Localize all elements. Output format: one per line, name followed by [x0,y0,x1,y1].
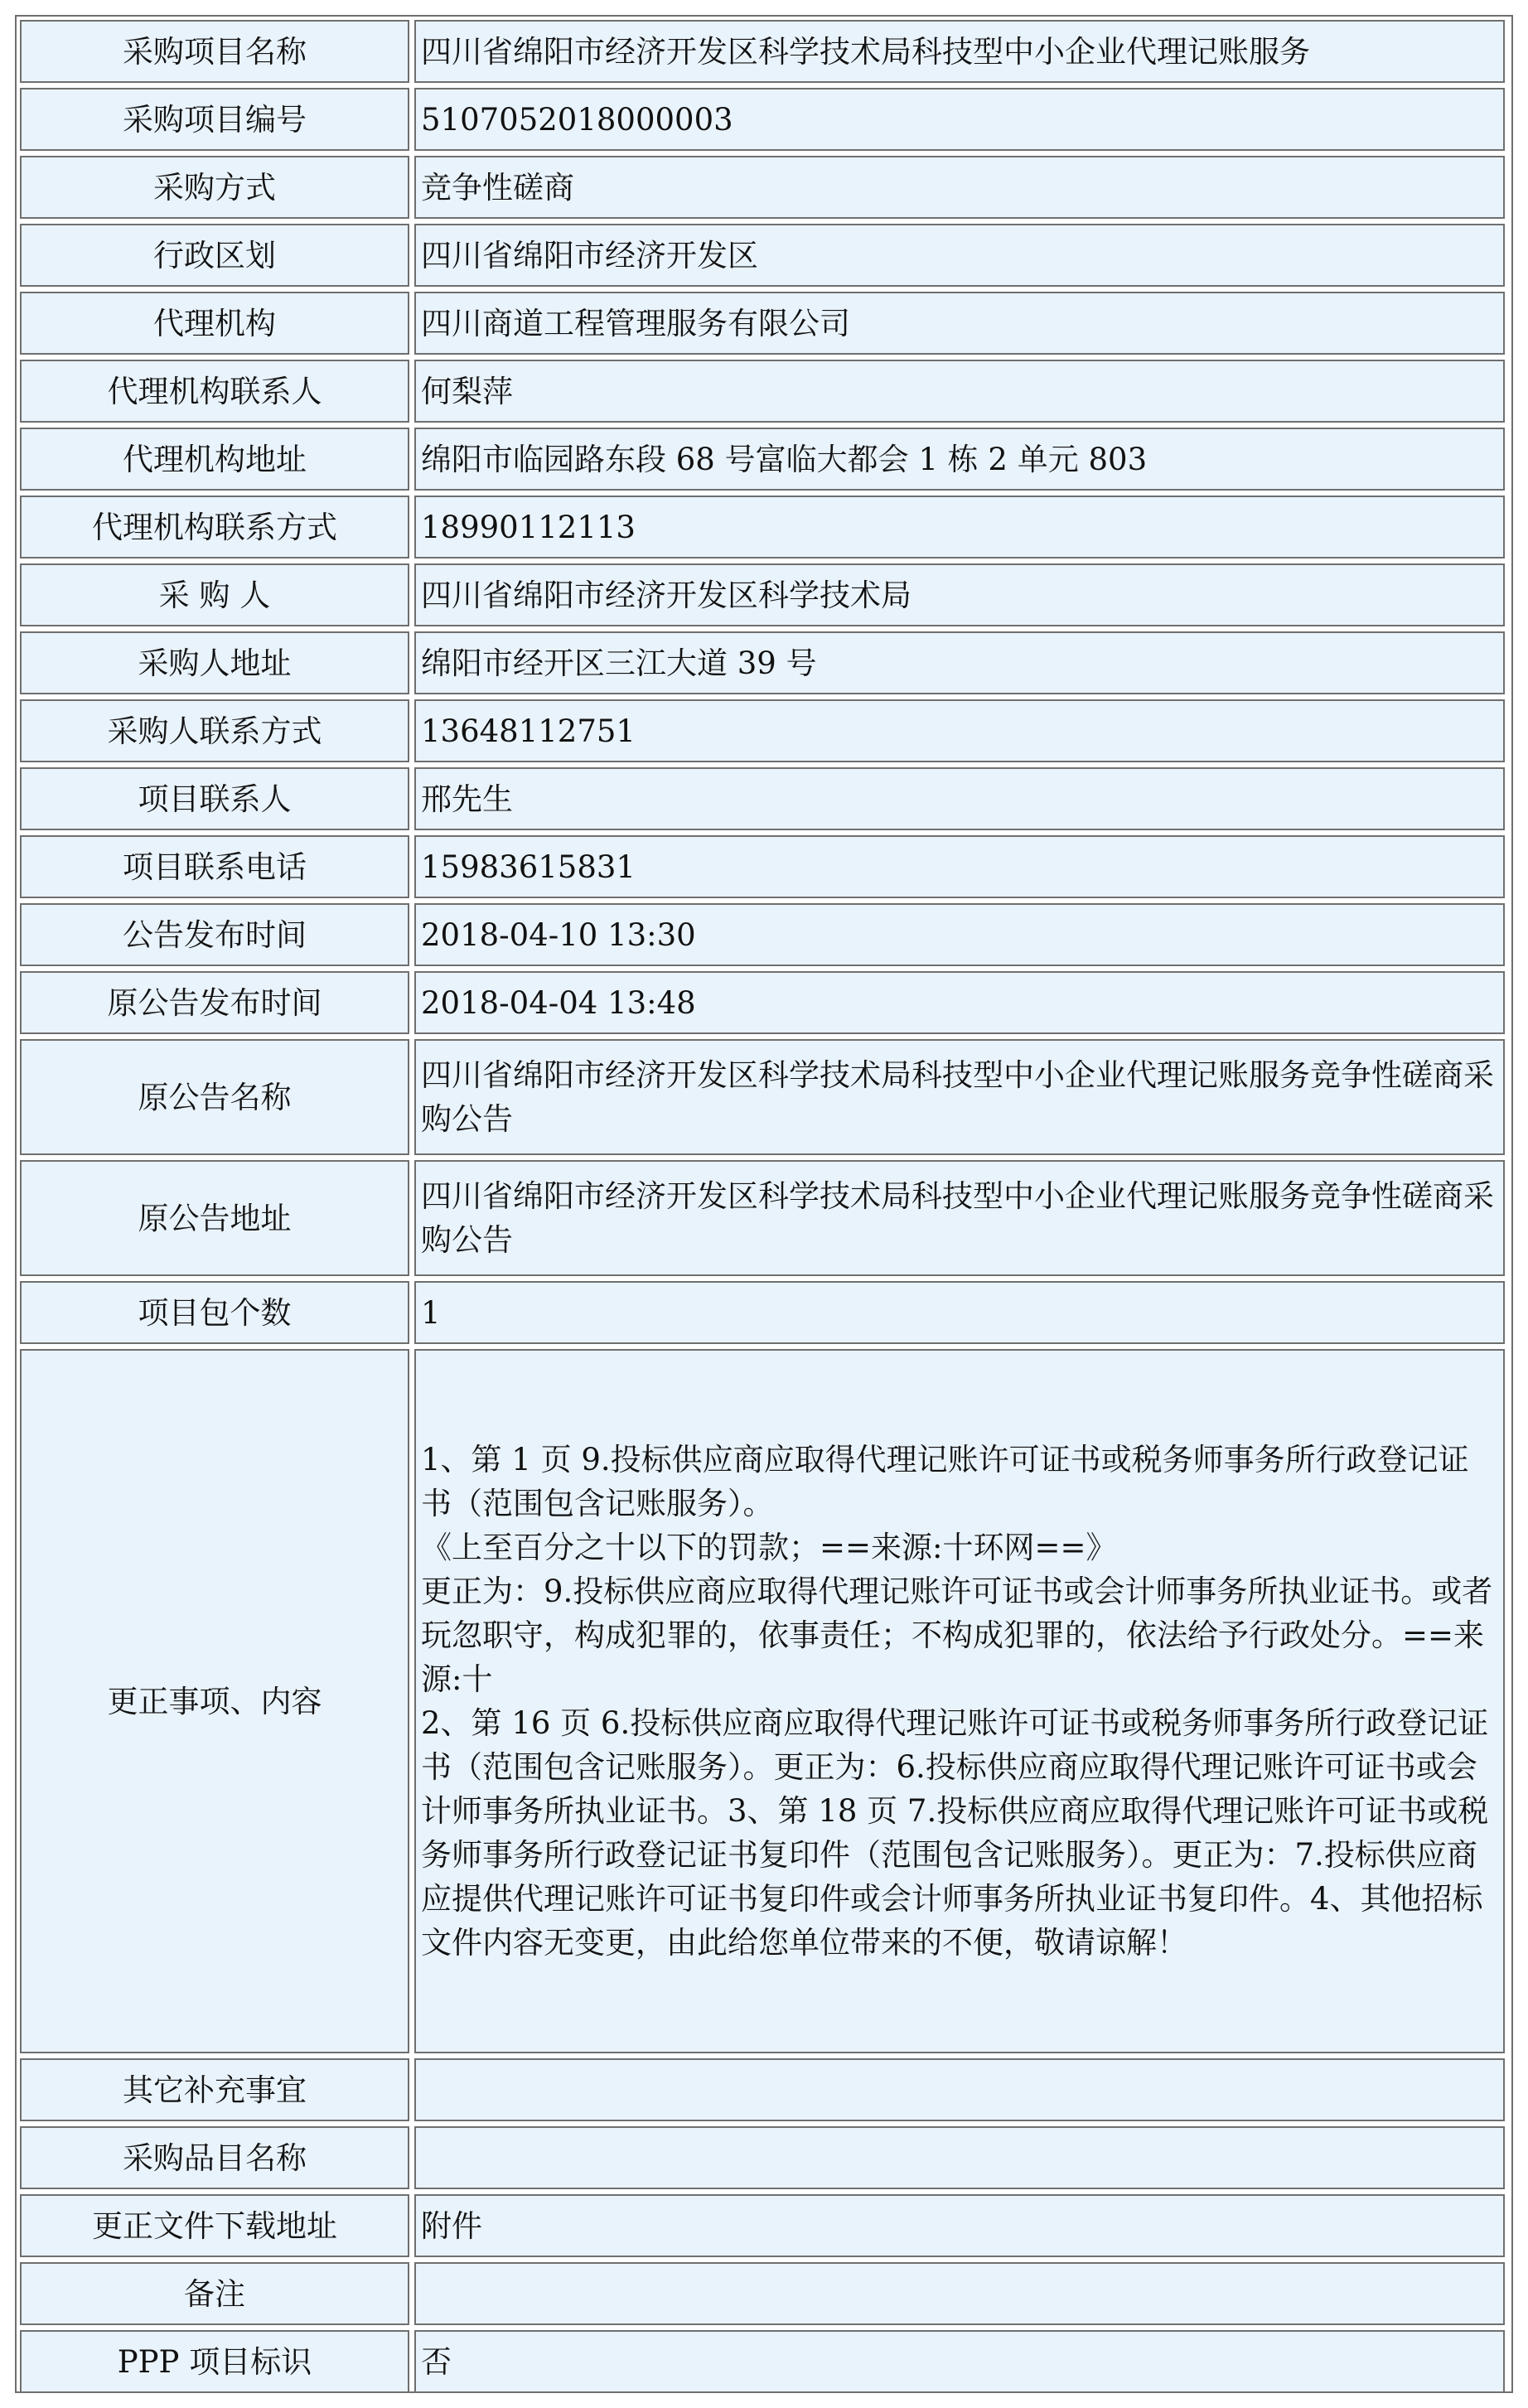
project-phone-text: 15983615831 [421,849,636,885]
row-label-purchaser: 采 购 人 [20,563,409,626]
row-value-project-phone [414,835,1505,898]
row-value-agency [414,292,1505,355]
row-label-other-matters: 其它补充事宜 [20,2058,409,2121]
original-publish-time-text: 2018-04-04 13:48 [421,984,696,1021]
row-value-purchaser-address [414,631,1505,694]
row-label-original-publish-time: 原公告发布时间 [20,971,409,1034]
row-value-publish-time [414,903,1505,966]
row-value-correction-content [414,1349,1505,2053]
purchaser-text: 四川省绵阳市经济开发区科学技术局 [421,577,911,613]
purchaser-phone-text: 13648112751 [421,713,636,749]
agency-phone-text: 18990112113 [421,509,636,545]
row-value-agency-contact [414,360,1505,423]
project-name-text: 四川省绵阳市经济开发区科学技术局科技型中小企业代理记账服务 [421,33,1310,70]
row-value-ppp-flag [414,2330,1505,2393]
project-contact-text: 邢先生 [421,781,513,817]
region-text: 四川省绵阳市经济开发区 [421,237,758,273]
row-label-correction-content: 更正事项、内容 [20,1349,409,2053]
row-value-original-address[interactable] [414,1160,1505,1276]
row-label-agency-address: 代理机构地址 [20,428,409,491]
ppp-flag-text: 否 [421,2343,452,2380]
row-value-original-title [414,1039,1505,1155]
row-value-purchaser [414,563,1505,626]
row-label-item-name: 采购品目名称 [20,2126,409,2189]
agency-address-text: 绵阳市临园路东段 68 号富临大都会 1 栋 2 单元 803 [421,441,1148,477]
row-label-remarks: 备注 [20,2262,409,2325]
row-value-download-address[interactable] [414,2194,1505,2257]
row-label-original-address: 原公告地址 [20,1160,409,1276]
row-value-project-number [414,88,1505,151]
row-value-other-matters [414,2058,1505,2121]
row-value-original-publish-time [414,971,1505,1034]
row-label-ppp-flag: PPP 项目标识 [20,2330,409,2393]
row-label-project-phone: 项目联系电话 [20,835,409,898]
purchaser-address-text: 绵阳市经开区三江大道 39 号 [421,645,817,681]
correction-content-text: 1、第 1 页 9.投标供应商应取得代理记账许可证书或税务师事务所行政登记证书（范围包含记账服务）。 《上至百分之十以下的罚款；==来源:十环网==》 更正为：9.投标供应商应取得代理记账许可证书或会计师事务所执业证书。或者玩忽职守，构成犯罪的，依事责任；不构成犯罪的，依法给予行政处分。==来源:十 2、第 16 页 6.投标供应商应取得代理记账许可证书或税务师事务所行政登记证书（范围包含记账服务）。更正为：6.投标供应商应取得代理记账许可证书或会计师事务所执业证书。3、第 18 页 7.投标供应商应取得代理记账许可证书或税务师事务所行政登记证书复印件（范围包含记账服务）。更正为：7.投标供应商应提供代理记账许可证书复印件或会计师事务所执业证书复印件。4、其他招标文件内容无变更，由此给您单位带来的不便，敬请谅解！ [421,1442,1493,1961]
procurement-method-text: 竞争性磋商 [421,169,574,206]
row-label-agency-phone: 代理机构联系方式 [20,496,409,558]
row-label-purchaser-address: 采购人地址 [20,631,409,694]
attachment-link[interactable]: 附件 [421,2207,482,2244]
project-number-text: 5107052018000003 [421,101,733,138]
row-value-procurement-method [414,156,1505,219]
agency-contact-text: 何梨萍 [421,373,513,409]
row-label-purchaser-phone: 采购人联系方式 [20,699,409,762]
row-label-agency: 代理机构 [20,292,409,355]
row-label-project-name: 采购项目名称 [20,20,409,83]
original-title-text: 四川省绵阳市经济开发区科学技术局科技型中小企业代理记账服务竞争性磋商采购公告 [421,1057,1494,1137]
row-value-project-name [414,20,1505,83]
row-value-region [414,224,1505,287]
announcement-table [15,15,1513,2393]
row-value-remarks [414,2262,1505,2325]
package-count-text: 1 [421,1294,441,1331]
row-value-agency-phone [414,496,1505,558]
row-label-package-count: 项目包个数 [20,1281,409,1344]
row-label-project-number: 采购项目编号 [20,88,409,151]
row-value-item-name [414,2126,1505,2189]
row-value-purchaser-phone [414,699,1505,762]
publish-time-text: 2018-04-10 13:30 [421,916,696,953]
original-address-link[interactable]: 四川省绵阳市经济开发区科学技术局科技型中小企业代理记账服务竞争性磋商采购公告 [421,1178,1494,1258]
row-label-region: 行政区划 [20,224,409,287]
row-label-project-contact: 项目联系人 [20,767,409,830]
row-label-publish-time: 公告发布时间 [20,903,409,966]
row-value-package-count [414,1281,1505,1344]
row-value-project-contact [414,767,1505,830]
row-label-procurement-method: 采购方式 [20,156,409,219]
row-label-original-title: 原公告名称 [20,1039,409,1155]
agency-text: 四川商道工程管理服务有限公司 [421,305,850,341]
row-label-agency-contact: 代理机构联系人 [20,360,409,423]
row-value-agency-address [414,428,1505,491]
row-label-download-address: 更正文件下载地址 [20,2194,409,2257]
